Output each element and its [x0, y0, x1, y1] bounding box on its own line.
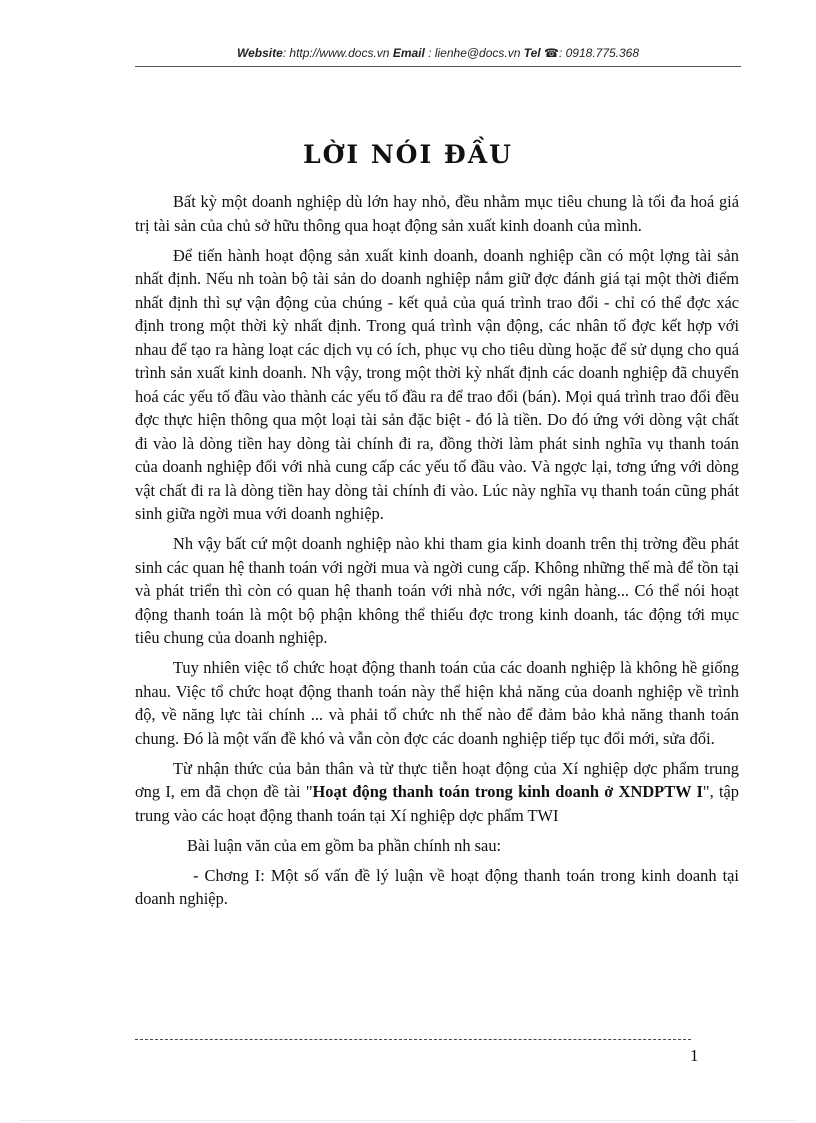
phone-icon: ☎	[544, 46, 559, 60]
paragraph-6: Bài luận văn của em gồm ba phần chính nh sau:	[187, 835, 502, 855]
thesis-topic: Hoạt động thanh toán trong kinh doanh ở XNDPTW I	[312, 782, 703, 801]
page-title: LỜI NÓI ĐẦU	[303, 140, 513, 169]
tel-label: Tel	[523, 46, 541, 60]
website-value: : http://www.docs.vn	[282, 46, 390, 60]
tel-value: : 0918.775.368	[558, 46, 640, 60]
paragraph-2: Để tiến hành hoạt động sản xuất kinh doanh, doanh nghiệp cần có một lợng tài sản nhất định. Nếu nh toàn bộ tài sản do doanh nghiệp nắm giữ đợc đánh giá tại một thời điểm nhất định thì sự vận động của chúng - kết quả của quá trình trao đổi - chỉ có thể đợc xác định trong một thời kỳ nhất định. Trong quá trình vận động, các nhân tố đợc kết hợp với nhau để tạo ra hàng loạt các dịch vụ có ích, phục vụ cho tiêu dùng hoặc để sử dụng cho quá trình sản xuất kinh doanh. Nh vậy, trong một thời kỳ nhất định các doanh nghiệp đã chuyển hoá các yếu tố đầu vào thành các yếu tố đầu ra để trao đổi (bán). Mọi quá trình trao đổi đều đợc thực hiện thông qua một loại tài sản đặc biệt - đó là tiền. Do đó ứng với dòng vật chất đi vào là dòng tiền hay dòng tài chính đi ra, đồng thời làm phát sinh nghĩa vụ thanh toán của doanh nghiệp đối với nhà cung cấp các yếu tố đầu vào. Và ngợc lại, tơng ứng với dòng vật chất đi ra là dòng tiền hay dòng tài chính đi vào. Lúc này nghĩa vụ thanh toán cũng phát sinh giữa ngời mua với doanh nghiệp.	[135, 245, 739, 523]
paragraph-1: Bất kỳ một doanh nghiệp dù lớn hay nhỏ, đều nhằm mục tiêu chung là tối đa hoá giá trị tài sản của chủ sở hữu thông qua hoạt động sản xuất kinh doanh của mình.	[135, 192, 739, 235]
paragraph-4: Tuy nhiên việc tổ chức hoạt động thanh toán của các doanh nghiệp là không hề giống nhau. Việc tổ chức hoạt động thanh toán này thể hiện khả năng của doanh nghiệp về trình độ, về năng lực tài chính ... và phải tổ chức nh thế nào để đảm bảo khả năng thanh toán chung. Đó là một vấn đề khó và vẫn còn đợc các doanh nghiệp tiếp tục đổi mới, sửa đổi.	[135, 658, 739, 748]
page-bottom-border	[20, 1120, 796, 1121]
page-number: 1	[690, 1046, 699, 1065]
email-value: : lienhe@docs.vn	[428, 46, 521, 60]
page-header	[135, 46, 741, 60]
paragraph-5-text-b: ", tập trung vào các hoạt động thanh toán tại Xí nghiệp dợc phẩm TWI	[135, 782, 739, 825]
website-label: Website	[236, 46, 283, 60]
paragraph-3: Nh vậy bất cứ một doanh nghiệp nào khi tham gia kinh doanh trên thị trờng đều phát sinh các quan hệ thanh toán với ngời mua và ngời cung cấp. Không những thế mà để tồn tại và phát triển thì còn có quan hệ thanh toán với nhà nớc, với ngân hàng... Có thể nói hoạt động thanh toán là một bộ phận không thể thiếu đợc trong kinh doanh, tác động tới mục tiêu chung của doanh nghiệp.	[135, 534, 739, 647]
header-divider	[135, 66, 741, 67]
email-label: Email	[392, 46, 425, 60]
paragraph-5	[135, 757, 739, 828]
paragraph-5-text-a: Từ nhận thức của bản thân và từ thực tiễn hoạt động của Xí nghiệp dợc phẩm trung ơng I, em đã chọn đề tài "	[135, 758, 739, 801]
paragraph-7: - Chơng I: Một số vấn đề lý luận về hoạt động thanh toán trong kinh doanh tại doanh nghiệp.	[135, 865, 739, 908]
footer-divider	[135, 1039, 691, 1040]
document-body	[135, 190, 739, 917]
